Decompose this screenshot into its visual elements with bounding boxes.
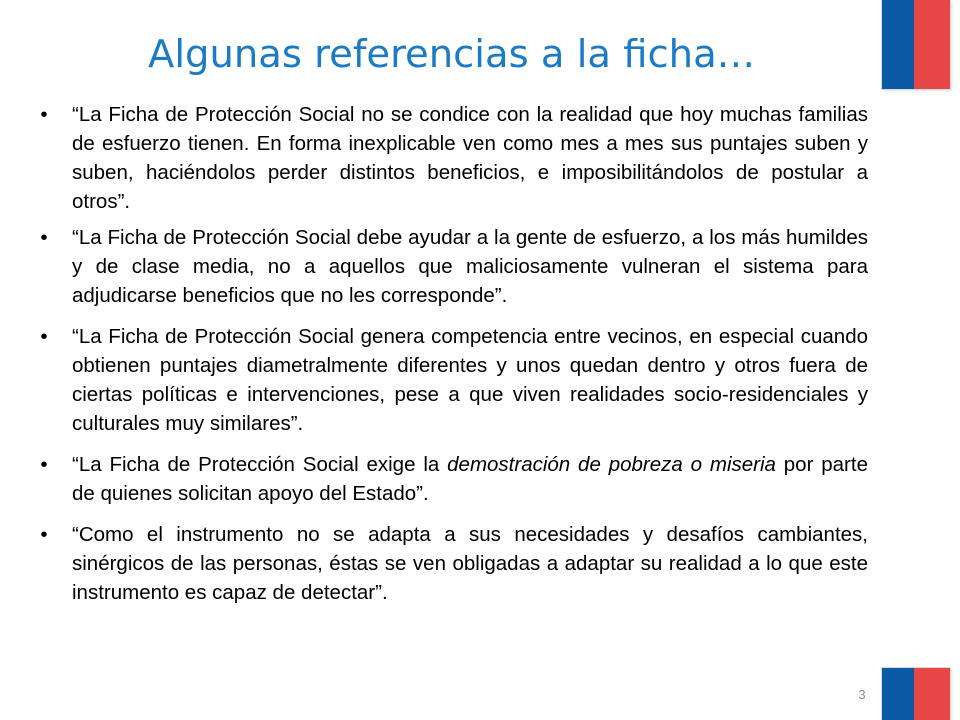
bullet-text: “La Ficha de Protección Social debe ayudar a la gente de esfuerzo, a los más humildes y de clase media, no a aquellos que maliciosamente vulneran el sistema para adjudicarse beneficios que no les corresponde”. [72,226,868,307]
flag-blue-stripe [882,0,914,89]
bullet-text-end: por parte de quienes solicitan apoyo del Estado”. [72,453,868,505]
bullet-text [72,453,868,505]
bullet-dot: • [40,453,48,476]
chile-flag-bottom-decoration [882,668,950,720]
bullet-text: “La Ficha de Protección Social no se condice con la realidad que hoy muchas familias de esfuerzo tienen. En forma inexplicable ven como mes a mes sus puntajes suben y suben, haciéndolos perder distintos beneficios, e imposibilitándolos de postular a otros”. [72,103,868,213]
bullet-item [38,100,868,216]
bullet-dot: • [40,523,48,546]
flag-blue-stripe [882,668,914,720]
bullet-item [38,322,868,438]
bullet-item [38,520,868,607]
bullet-text: “La Ficha de Protección Social genera competencia entre vecinos, en especial cuando obtienen puntajes diametralmente diferentes y unos quedan dentro y otros fuera de ciertas políticas e intervenciones, pese a que viven realidades socio-residenciales y culturales muy similares”. [72,325,868,435]
page-number: 3 [858,687,866,702]
bullet-dot: • [40,226,48,249]
bullet-text: “Como el instrumento no se adapta a sus necesidades y desafíos cambiantes, sinérgicos de las personas, éstas se ven obligadas a adaptar su realidad a lo que este instrumento es capaz de detectar”. [72,523,868,604]
slide-title: Algunas referencias a la ficha… [148,32,756,77]
flag-red-stripe [914,0,950,89]
bullet-dot: • [40,325,48,348]
bullet-item [38,450,868,508]
bullet-text-emphasis: demostración de pobreza o miseria [447,453,776,476]
flag-red-stripe [914,668,950,720]
bullet-text-start: “La Ficha de Protección Social exige la [72,453,448,476]
bullet-item [38,223,868,310]
bullet-dot: • [40,103,48,126]
bullet-list [38,100,868,619]
chile-flag-top-decoration [882,0,950,89]
